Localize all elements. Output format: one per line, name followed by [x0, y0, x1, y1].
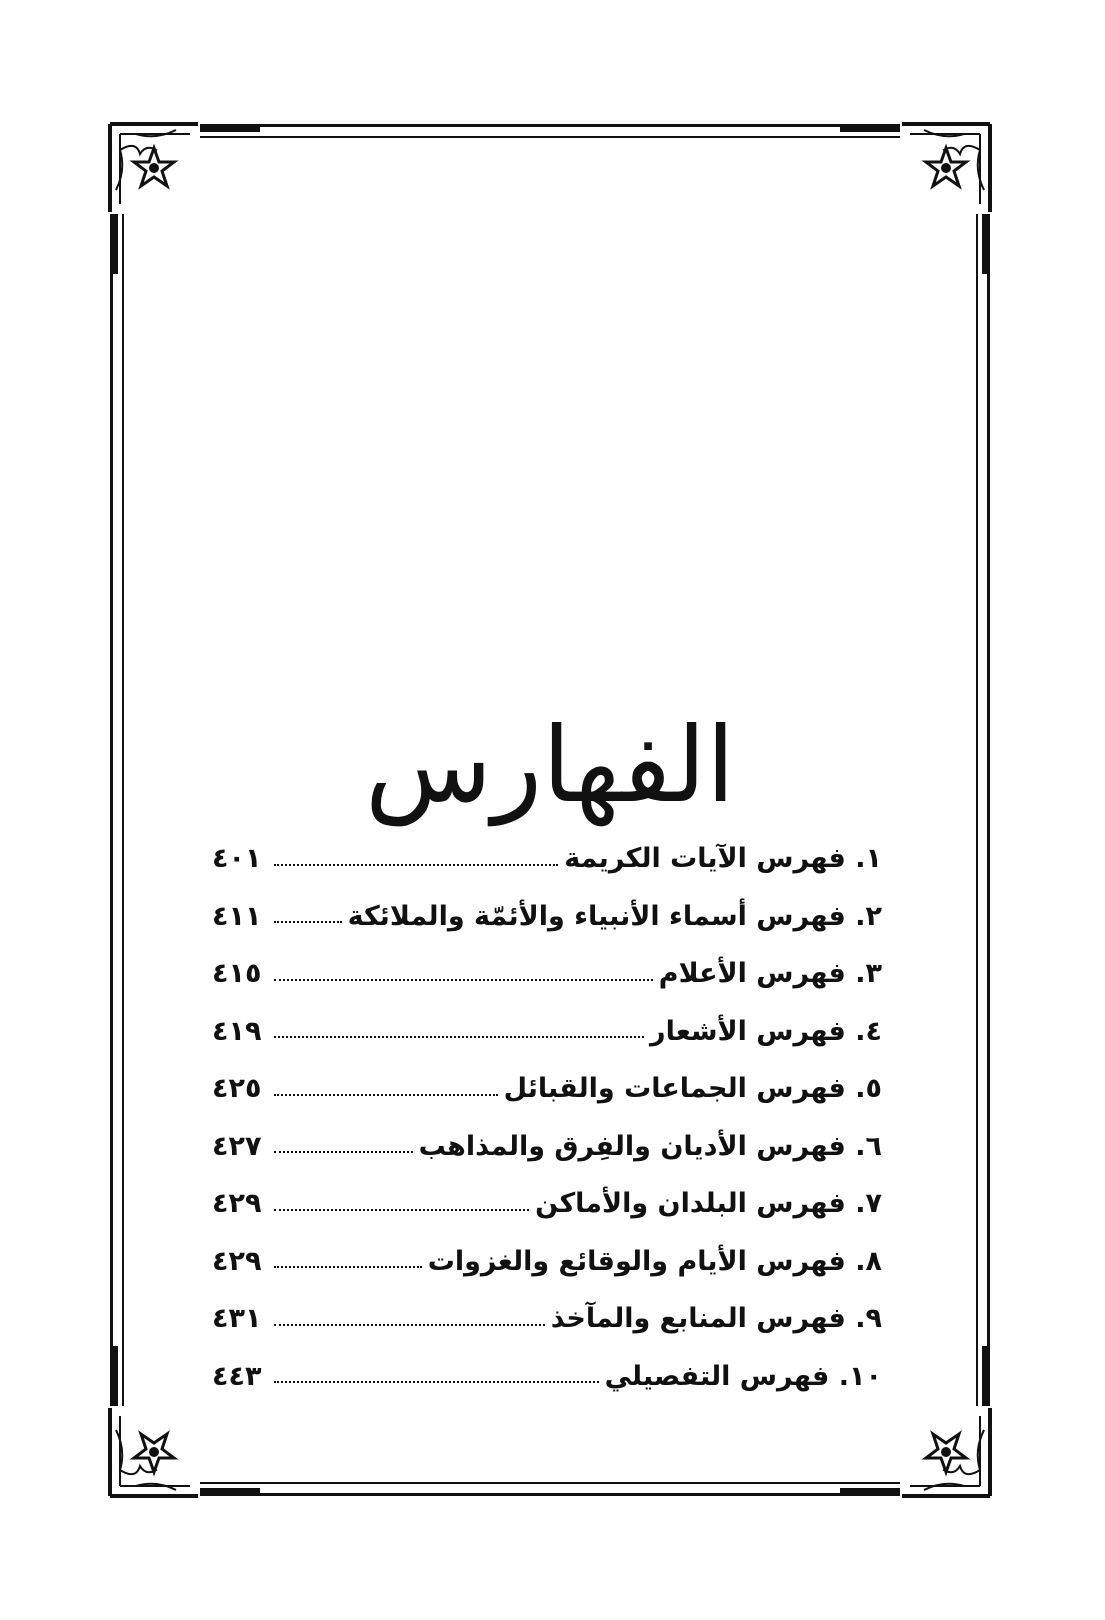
border-accent: [200, 126, 260, 132]
star-ornament-icon: [898, 120, 994, 216]
toc-entry: [212, 1233, 882, 1291]
toc-entry-page-number: ٤٣١: [212, 1303, 262, 1335]
border-accent: [112, 1346, 118, 1406]
toc-entry: [212, 1003, 882, 1061]
star-ornament-icon: [898, 1404, 994, 1500]
dot-leader: [274, 1266, 422, 1268]
toc-entry: [212, 1290, 882, 1348]
toc-entry: [212, 830, 882, 888]
toc-entry-label: فهرس التفصيلي: [604, 1360, 830, 1392]
dot-leader: [274, 979, 653, 981]
toc-entry-number: ١٠.: [829, 1360, 882, 1392]
toc-entry-page-number: ٤٤٣: [212, 1360, 262, 1392]
toc-entry-label: فهرس الأيام والوقائع والغزوات: [427, 1245, 846, 1277]
border-accent: [200, 1488, 260, 1494]
dot-leader: [274, 1094, 498, 1096]
dot-leader: [274, 1036, 644, 1038]
toc-entry-label: فهرس أسماء الأنبياء والأئمّة والملائكة: [347, 900, 846, 932]
border-accent: [982, 1346, 988, 1406]
table-of-contents: [212, 830, 882, 1405]
toc-entry-label: فهرس الأديان والفِرق والمذاهب: [418, 1130, 846, 1162]
toc-entry-page-number: ٤٠١: [212, 843, 262, 875]
toc-entry-label: فهرس البلدان والأماكن: [535, 1188, 846, 1220]
toc-entry: [212, 1348, 882, 1406]
star-ornament-icon: [106, 120, 202, 216]
toc-entry-page-number: ٤٢٩: [212, 1245, 262, 1277]
dot-leader: [274, 864, 558, 866]
toc-entry-label: فهرس الجماعات والقبائل: [503, 1073, 846, 1105]
toc-entry-label: فهرس الأشعار: [650, 1015, 846, 1047]
page-title: الفهارس: [365, 703, 735, 826]
toc-entry: [212, 1060, 882, 1118]
toc-entry-number: ٨.: [845, 1245, 882, 1277]
toc-entry: [212, 945, 882, 1003]
star-ornament-icon: [106, 1404, 202, 1500]
border-accent: [840, 126, 900, 132]
toc-entry-page-number: ٤٢٩: [212, 1188, 262, 1220]
toc-entry-page-number: ٤٢٥: [212, 1073, 262, 1105]
dot-leader: [274, 1151, 413, 1153]
border-accent: [982, 214, 988, 274]
toc-entry: [212, 1118, 882, 1176]
toc-entry-page-number: ٤١١: [212, 900, 262, 932]
dot-leader: [274, 1209, 529, 1211]
toc-entry: [212, 888, 882, 946]
toc-entry-number: ١.: [845, 843, 882, 875]
dot-leader: [274, 1324, 545, 1326]
toc-entry-page-number: ٤٢٧: [212, 1130, 262, 1162]
toc-entry-number: ٥.: [845, 1073, 882, 1105]
dot-leader: [274, 1381, 599, 1383]
toc-entry-number: ٢.: [845, 900, 882, 932]
toc-entry-number: ٦.: [845, 1130, 882, 1162]
toc-entry-number: ٩.: [845, 1303, 882, 1335]
toc-entry-page-number: ٤١٥: [212, 958, 262, 990]
toc-entry-label: فهرس الآيات الكريمة: [564, 843, 846, 875]
toc-entry-label: فهرس الأعلام: [658, 958, 846, 990]
border-accent: [112, 214, 118, 274]
toc-entry-number: ٧.: [845, 1188, 882, 1220]
toc-entry-number: ٣.: [845, 958, 882, 990]
toc-entry-number: ٤.: [845, 1015, 882, 1047]
border-accent: [840, 1488, 900, 1494]
toc-entry-label: فهرس المنابع والمآخذ: [550, 1303, 846, 1335]
toc-entry: [212, 1175, 882, 1233]
dot-leader: [274, 921, 342, 923]
toc-entry-page-number: ٤١٩: [212, 1015, 262, 1047]
